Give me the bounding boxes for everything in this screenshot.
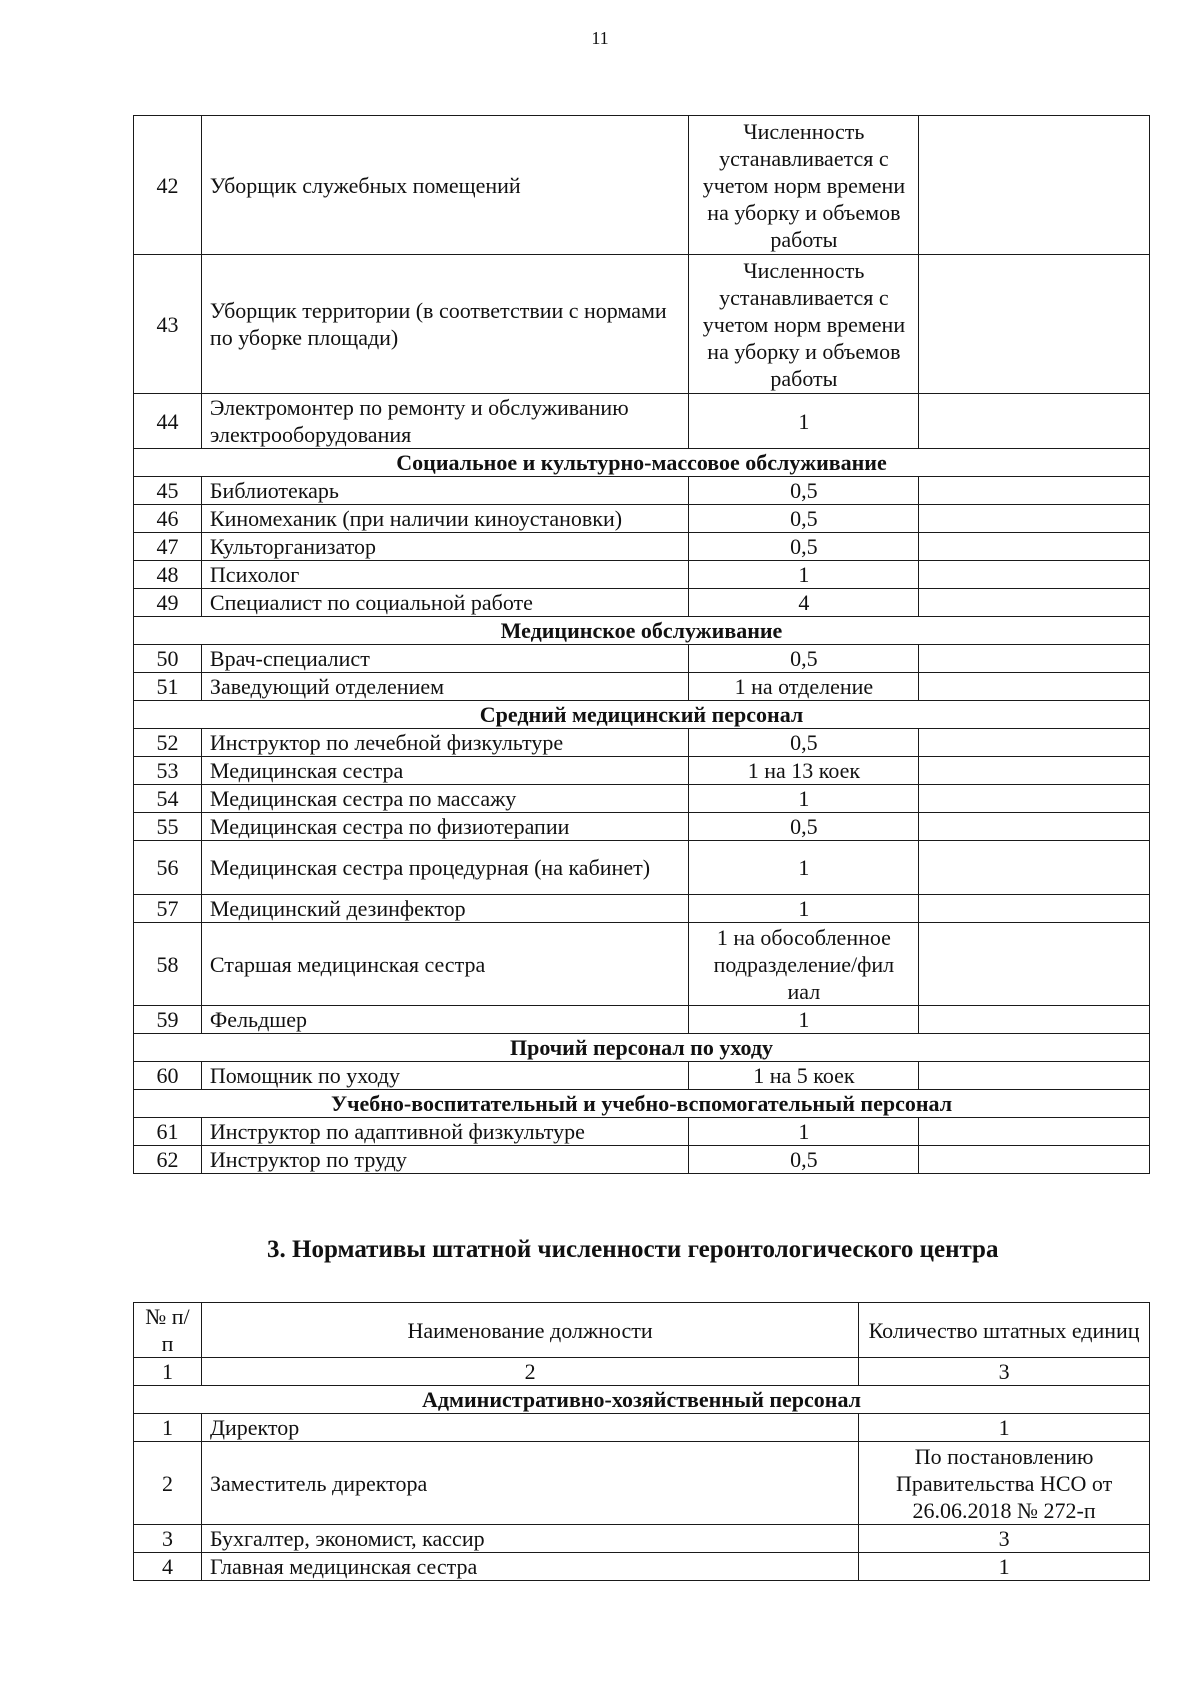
section-row [134, 701, 1150, 729]
section-row [134, 1034, 1150, 1062]
note-cell [919, 1062, 1150, 1090]
header-quantity: Количество штатных единиц [859, 1303, 1150, 1358]
note-cell [919, 477, 1150, 505]
staff-quantity: 1 [689, 895, 919, 923]
position-name: Уборщик служебных помещений [201, 116, 689, 255]
staff-quantity: 1 [689, 1006, 919, 1034]
section-heading: Медицинское обслуживание [134, 617, 1150, 645]
staff-quantity: 0,5 [689, 729, 919, 757]
table-row [134, 1414, 1150, 1442]
section-heading: Административно-хозяйственный персонал [134, 1386, 1150, 1414]
position-name: Инструктор по адаптивной физкультуре [201, 1118, 689, 1146]
position-name: Киномеханик (при наличии киноустановки) [201, 505, 689, 533]
position-name: Специалист по социальной работе [201, 589, 689, 617]
table-row [134, 505, 1150, 533]
section-heading: Социальное и культурно-массовое обслуживание [134, 449, 1150, 477]
note-cell [919, 673, 1150, 701]
position-name: Психолог [201, 561, 689, 589]
position-name: Медицинская сестра по массажу [201, 785, 689, 813]
row-number: 56 [134, 841, 202, 895]
position-name: Заведующий отделением [201, 673, 689, 701]
staff-quantity: 0,5 [689, 477, 919, 505]
note-cell [919, 729, 1150, 757]
staff-quantity: 3 [859, 1525, 1150, 1553]
note-cell [919, 1006, 1150, 1034]
staff-quantity: По постановлению Правительства НСО от 26.06.2018 № 272-п [859, 1442, 1150, 1525]
row-number: 52 [134, 729, 202, 757]
staff-quantity: 1 [689, 785, 919, 813]
row-number: 4 [134, 1553, 202, 1581]
position-name: Инструктор по труду [201, 1146, 689, 1174]
table-row [134, 673, 1150, 701]
staff-quantity: 1 [689, 1118, 919, 1146]
section-row [134, 617, 1150, 645]
row-number: 58 [134, 923, 202, 1006]
position-name: Заместитель директора [201, 1442, 858, 1525]
note-cell [919, 255, 1150, 394]
note-cell [919, 589, 1150, 617]
row-number: 2 [134, 1442, 202, 1525]
row-number: 45 [134, 477, 202, 505]
staff-quantity: 0,5 [689, 1146, 919, 1174]
position-name: Бухгалтер, экономист, кассир [201, 1525, 858, 1553]
row-number: 46 [134, 505, 202, 533]
staff-quantity: 0,5 [689, 533, 919, 561]
staff-quantity: 0,5 [689, 505, 919, 533]
table-row [134, 1525, 1150, 1553]
section-row [134, 1090, 1150, 1118]
note-cell [919, 785, 1150, 813]
note-cell [919, 533, 1150, 561]
row-number: 57 [134, 895, 202, 923]
staff-quantity: 1 [859, 1553, 1150, 1581]
position-name: Медицинский дезинфектор [201, 895, 689, 923]
staff-quantity: 1 на 13 коек [689, 757, 919, 785]
position-name: Медицинская сестра [201, 757, 689, 785]
section-heading: Прочий персонал по уходу [134, 1034, 1150, 1062]
table-row [134, 923, 1150, 1006]
row-number: 55 [134, 813, 202, 841]
table-row [134, 561, 1150, 589]
note-cell [919, 505, 1150, 533]
note-cell [919, 895, 1150, 923]
table-row [134, 757, 1150, 785]
table-header-row [134, 1303, 1150, 1358]
table-row [134, 785, 1150, 813]
position-name: Уборщик территории (в соответствии с нормами по уборке площади) [201, 255, 689, 394]
staff-quantity: 1 [689, 394, 919, 449]
column-number: 1 [134, 1358, 202, 1386]
row-number: 48 [134, 561, 202, 589]
section-title: 3. Нормативы штатной численности геронтологического центра [267, 1236, 999, 1263]
note-cell [919, 813, 1150, 841]
position-name: Медицинская сестра по физиотерапии [201, 813, 689, 841]
staff-quantity: 1 на отделение [689, 673, 919, 701]
table-row [134, 255, 1150, 394]
position-name: Директор [201, 1414, 858, 1442]
staff-quantity: 1 на 5 коек [689, 1062, 919, 1090]
row-number: 1 [134, 1414, 202, 1442]
note-cell [919, 116, 1150, 255]
table-row [134, 589, 1150, 617]
position-name: Главная медицинская сестра [201, 1553, 858, 1581]
position-name: Старшая медицинская сестра [201, 923, 689, 1006]
staff-quantity: 0,5 [689, 645, 919, 673]
position-name: Культорганизатор [201, 533, 689, 561]
table-row [134, 645, 1150, 673]
note-cell [919, 1146, 1150, 1174]
position-name: Врач-специалист [201, 645, 689, 673]
staff-quantity: 1 [689, 841, 919, 895]
gerontology-staffing-table [133, 1302, 1150, 1581]
table-row [134, 1062, 1150, 1090]
note-cell [919, 923, 1150, 1006]
section-heading: Учебно-воспитательный и учебно-вспомогательный персонал [134, 1090, 1150, 1118]
position-name: Медицинская сестра процедурная (на кабинет) [201, 841, 689, 895]
table-row [134, 813, 1150, 841]
row-number: 51 [134, 673, 202, 701]
note-cell [919, 394, 1150, 449]
table-row [134, 1118, 1150, 1146]
note-cell [919, 561, 1150, 589]
column-number: 3 [859, 1358, 1150, 1386]
row-number: 50 [134, 645, 202, 673]
position-name: Инструктор по лечебной физкультуре [201, 729, 689, 757]
row-number: 59 [134, 1006, 202, 1034]
row-number: 43 [134, 255, 202, 394]
column-number: 2 [201, 1358, 858, 1386]
table-row [134, 1006, 1150, 1034]
staff-quantity: 1 [859, 1414, 1150, 1442]
page-number: 11 [591, 28, 609, 48]
staff-quantity: 1 на обособленное подразделение/фил иал [689, 923, 919, 1006]
row-number: 53 [134, 757, 202, 785]
section-heading: Средний медицинский персонал [134, 701, 1150, 729]
position-name: Фельдшер [201, 1006, 689, 1034]
section-row [134, 1386, 1150, 1414]
staff-quantity: 0,5 [689, 813, 919, 841]
table-row [134, 1146, 1150, 1174]
row-number: 47 [134, 533, 202, 561]
row-number: 3 [134, 1525, 202, 1553]
staff-quantity: Численность устанавливается с учетом норм времени на уборку и объемов работы [689, 116, 919, 255]
note-cell [919, 1118, 1150, 1146]
row-number: 42 [134, 116, 202, 255]
staff-quantity: Численность устанавливается с учетом норм времени на уборку и объемов работы [689, 255, 919, 394]
row-number: 44 [134, 394, 202, 449]
staffing-table-continued [133, 115, 1150, 1174]
row-number: 54 [134, 785, 202, 813]
row-number: 61 [134, 1118, 202, 1146]
position-name: Библиотекарь [201, 477, 689, 505]
table-row [134, 116, 1150, 255]
table-row [134, 895, 1150, 923]
table-row [134, 729, 1150, 757]
staff-quantity: 1 [689, 561, 919, 589]
note-cell [919, 841, 1150, 895]
section-row [134, 449, 1150, 477]
header-number: № п/п [134, 1303, 202, 1358]
table-row [134, 1553, 1150, 1581]
row-number: 49 [134, 589, 202, 617]
position-name: Электромонтер по ремонту и обслуживанию электрооборудования [201, 394, 689, 449]
table-row [134, 1442, 1150, 1525]
table-row [134, 533, 1150, 561]
staff-quantity: 4 [689, 589, 919, 617]
row-number: 62 [134, 1146, 202, 1174]
position-name: Помощник по уходу [201, 1062, 689, 1090]
column-number-row [134, 1358, 1150, 1386]
note-cell [919, 757, 1150, 785]
table-row [134, 477, 1150, 505]
table-row [134, 394, 1150, 449]
row-number: 60 [134, 1062, 202, 1090]
table-row [134, 841, 1150, 895]
note-cell [919, 645, 1150, 673]
header-position-name: Наименование должности [201, 1303, 858, 1358]
